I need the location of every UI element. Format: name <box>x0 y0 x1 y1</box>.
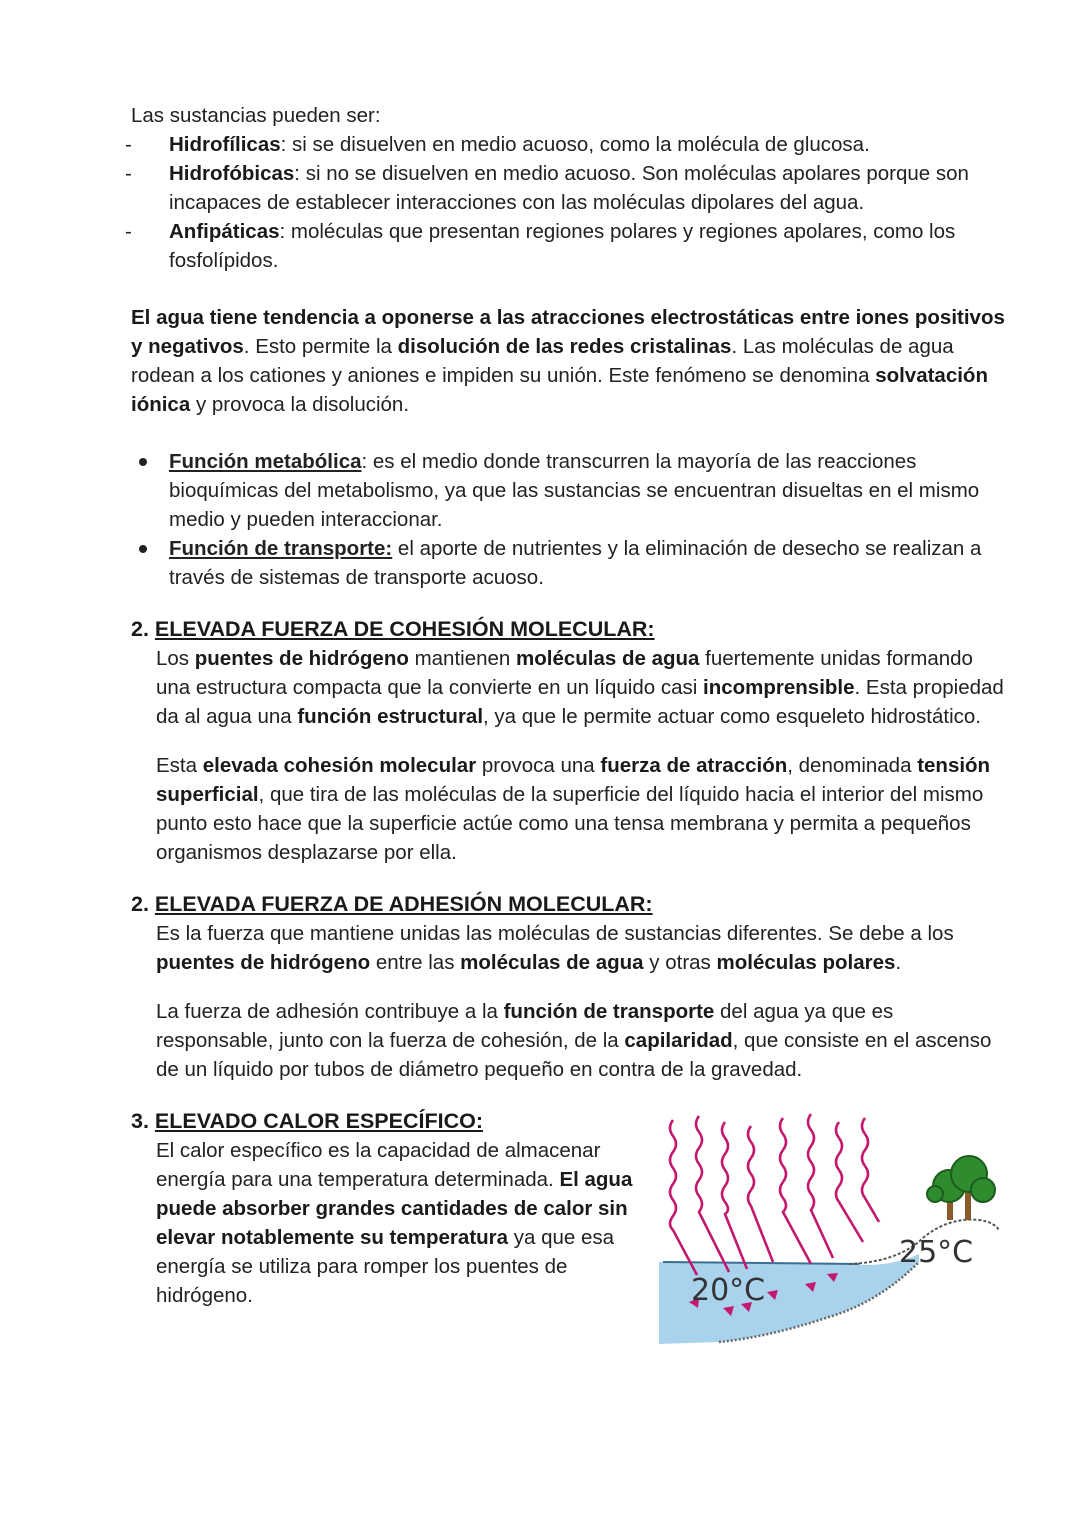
heat-illustration <box>659 1112 999 1367</box>
text: . <box>895 951 902 974</box>
ray <box>836 1122 863 1242</box>
solvation-paragraph <box>131 303 1011 419</box>
functions-list <box>131 447 1011 592</box>
section-number: 3. <box>131 1109 155 1133</box>
bold-text: El agua puede absorber grandes cantidades de calor sin elevar notablemente su temperatura <box>156 1168 633 1249</box>
item-text: : moléculas que presentan regiones polares y regiones apolares, como los fosfolípidos. <box>169 220 956 272</box>
bold-text: función de transporte <box>503 1000 715 1023</box>
term-anfipaticas: Anfipáticas <box>169 220 280 243</box>
text: , denominada <box>787 754 918 777</box>
land-temperature: 25°C <box>899 1235 974 1270</box>
tree-trunk <box>965 1190 971 1220</box>
adhesion-paragraph-2 <box>156 997 1011 1084</box>
bold-text: incomprensible <box>703 676 855 699</box>
text: del agua ya que es responsable, junto con la fuerza de cohesión, de la <box>156 1000 894 1052</box>
text: Los <box>156 647 195 670</box>
adhesion-paragraph-1 <box>156 919 1011 977</box>
bold-text: tensión superficial <box>156 754 991 806</box>
item-text: : si se disuelven en medio acuoso, como la molécula de glucosa. <box>280 133 870 156</box>
list-item <box>131 159 1011 217</box>
substance-types-list <box>131 130 1011 275</box>
text: ya que esa energía se utiliza para romper los puentes de hidrógeno. <box>156 1226 615 1307</box>
list-item <box>131 534 1011 592</box>
bold-text: disolución de las redes cristalinas <box>397 335 732 358</box>
bold-text: fuerza de atracción <box>600 754 788 777</box>
term-hidrofobicas: Hidrofóbicas <box>169 162 295 185</box>
term-funcion-transporte: Función de transporte: <box>169 537 393 560</box>
section-heading-cohesion <box>131 615 1011 644</box>
section-title: ELEVADA FUERZA DE ADHESIÓN MOLECULAR: <box>154 892 653 916</box>
section-title: ELEVADO CALOR ESPECÍFICO: <box>154 1109 484 1133</box>
ray <box>696 1116 729 1272</box>
bold-text: capilaridad <box>624 1029 733 1052</box>
bold-text: solvatación iónica <box>131 364 988 416</box>
cohesion-paragraph-2 <box>156 751 1011 867</box>
term-funcion-metabolica: Función metabólica <box>169 450 362 473</box>
bold-text: El agua tiene tendencia a oponerse a las atracciones electrostáticas entre iones positivos y negativos <box>131 306 1005 358</box>
text: , ya que le permite actuar como esqueleto hidrostático. <box>483 705 981 728</box>
text: , que tira de las moléculas de la superficie del líquido hacia el interior del mismo punto esto hace que la superficie actúe como una tensa membrana y permita a pequeños organismos desplazarse por ella. <box>156 783 984 864</box>
text: Es la fuerza que mantiene unidas las moléculas de sustancias diferentes. Se debe a los <box>156 922 954 945</box>
text: y provoca la disolución. <box>190 393 410 416</box>
section-number: 2. <box>131 892 155 916</box>
ray <box>780 1118 811 1264</box>
text: . Las moléculas de agua rodean a los cationes y aniones e impiden su unión. Este fenómeno se denomina <box>131 335 954 387</box>
text: entre las <box>370 951 461 974</box>
text: La fuerza de adhesión contribuye a la <box>156 1000 504 1023</box>
cohesion-paragraph-1 <box>156 644 1011 731</box>
bold-text: puentes de hidrógeno <box>194 647 409 670</box>
section-heading-adhesion <box>131 890 1011 919</box>
section-specific-heat <box>131 1107 1011 1310</box>
text: . Esta propiedad da al agua una <box>156 676 1004 728</box>
document-content <box>131 101 1011 1310</box>
text: , que consiste en el ascenso de un líquido por tubos de diámetro pequeño en contra de la gravedad. <box>156 1029 992 1081</box>
bold-text: moléculas de agua <box>460 951 644 974</box>
bold-text: moléculas de agua <box>516 647 700 670</box>
tree-crown <box>971 1178 995 1202</box>
bold-text: función estructural <box>297 705 484 728</box>
ray <box>722 1122 747 1269</box>
ray <box>808 1114 833 1258</box>
section-number: 2. <box>131 617 155 641</box>
list-item <box>131 217 1011 275</box>
sun-rays <box>670 1114 879 1275</box>
bold-text: moléculas polares <box>716 951 896 974</box>
item-text: el aporte de nutrientes y la eliminación de desecho se realizan a través de sistemas de transporte acuoso. <box>169 537 982 589</box>
water-temperature: 20°C <box>691 1273 766 1308</box>
text: El calor específico es la capacidad de almacenar energía para una temperatura determinada. <box>156 1139 601 1191</box>
item-text: : es el medio donde transcurren la mayoría de las reacciones bioquímicas del metabolismo, ya que las sustancias se encuentran disueltas en el mismo medio y pueden interaccionar. <box>169 450 980 531</box>
bold-text: elevada cohesión molecular <box>202 754 477 777</box>
item-text: : si no se disuelven en medio acuoso. Son moléculas apolares porque son incapaces de establecer interacciones con las moléculas dipolares del agua. <box>169 162 969 214</box>
ray <box>748 1126 773 1262</box>
text: Esta <box>156 754 203 777</box>
list-item <box>131 130 1011 159</box>
heat-paragraph <box>156 1136 636 1310</box>
ray <box>670 1120 697 1275</box>
tree-crown <box>927 1186 943 1202</box>
intro-lead: Las sustancias pueden ser: <box>131 104 381 127</box>
ray <box>862 1118 879 1222</box>
text: y otras <box>643 951 717 974</box>
trees <box>927 1156 995 1220</box>
section-title: ELEVADA FUERZA DE COHESIÓN MOLECULAR: <box>154 617 655 641</box>
text: fuertemente unidas formando una estructura compacta que la convierte en un líquido casi <box>156 647 973 699</box>
text: provoca una <box>476 754 601 777</box>
bold-text: puentes de hidrógeno <box>156 951 371 974</box>
term-hidrofilicas: Hidrofílicas <box>169 133 281 156</box>
text: mantienen <box>408 647 516 670</box>
text: . Esto permite la <box>243 335 398 358</box>
list-item <box>131 447 1011 534</box>
